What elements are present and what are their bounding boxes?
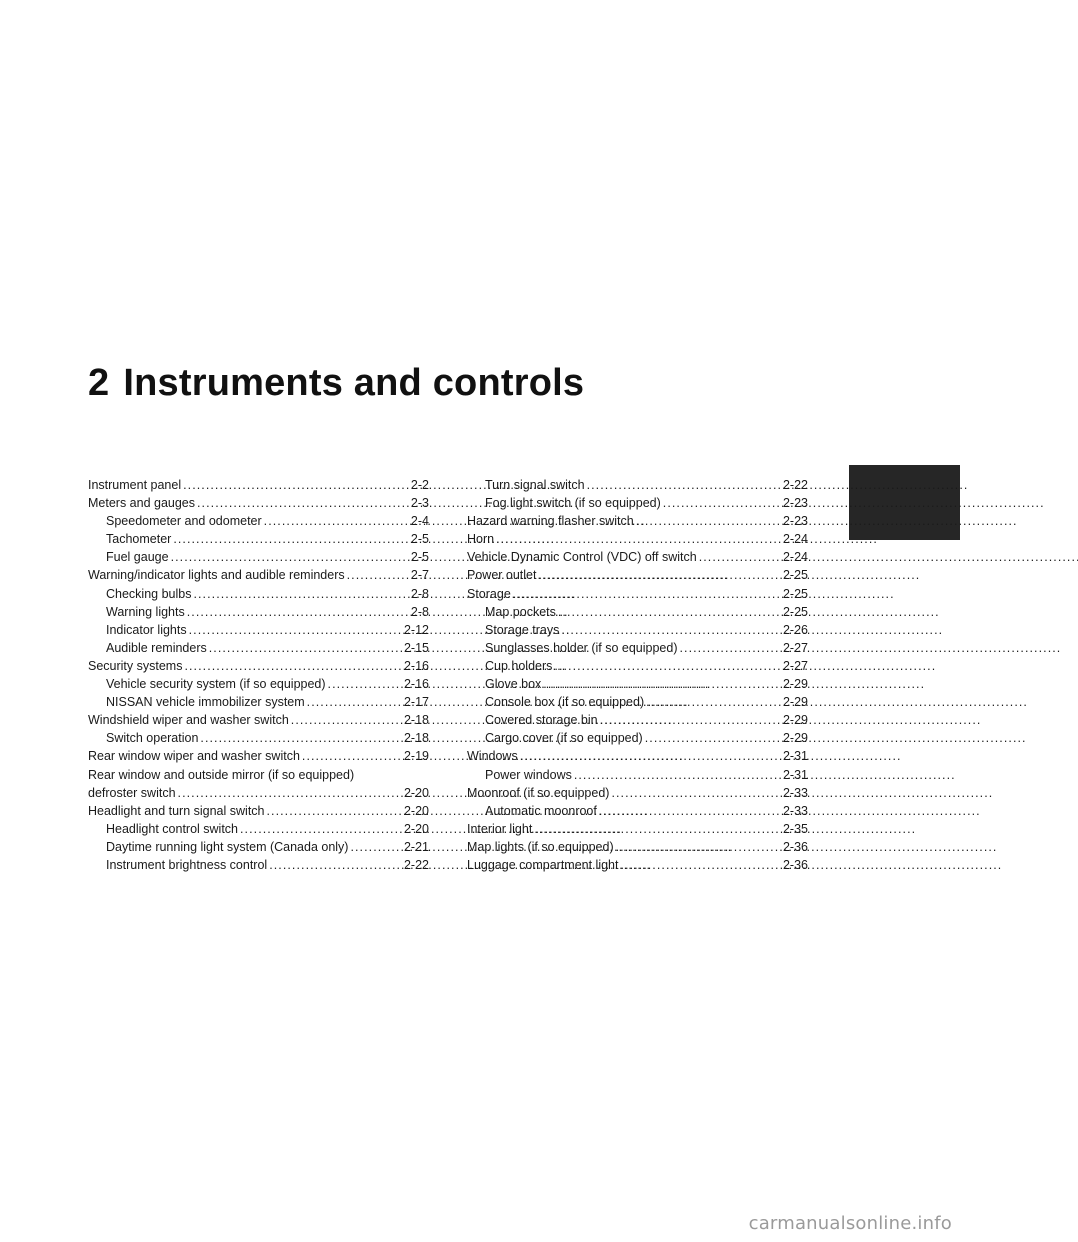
toc-entry-label: Storage trays [485, 622, 560, 637]
toc-entry-page: 2-19 [403, 749, 429, 764]
toc-entry-page: 2-33 [782, 785, 808, 800]
toc-leader-dots [699, 548, 781, 566]
toc-entry[interactable] [467, 747, 808, 765]
toc-entry[interactable] [88, 621, 429, 639]
toc-entry-label: Headlight control switch [106, 821, 239, 836]
toc-leader-dots [574, 766, 781, 784]
toc-entry-label: Automatic moonroof [485, 803, 597, 818]
toc-leader-dots [178, 784, 402, 802]
toc-leader-dots [302, 747, 402, 765]
toc-leader-dots [599, 802, 781, 820]
toc-leader-dots [496, 530, 781, 548]
toc-entry-page: 2-20 [403, 803, 429, 818]
toc-entry-label: Fuel gauge [106, 550, 169, 565]
toc-entry-page: 2-23 [782, 496, 808, 511]
toc-entry-page: 2-3 [410, 496, 429, 511]
toc-leader-dots [209, 639, 402, 657]
toc-entry-page: 2-18 [403, 731, 429, 746]
toc-entry-page: 2-22 [403, 857, 429, 872]
toc-entry-label: Indicator lights [106, 622, 187, 637]
toc-entry[interactable] [467, 639, 808, 657]
toc-entry[interactable] [88, 657, 429, 675]
toc-leader-dots [200, 729, 402, 747]
toc-leader-dots [173, 530, 409, 548]
toc-entry[interactable] [467, 784, 808, 802]
toc-entry-label: Vehicle Dynamic Control (VDC) off switch [467, 550, 697, 565]
toc-entry[interactable] [88, 766, 429, 784]
toc-entry-page: 2-16 [403, 677, 429, 692]
toc-entry-page: 2-2 [410, 478, 429, 492]
toc-entry-page: 2-22 [782, 478, 808, 492]
toc-leader-dots [543, 675, 781, 693]
toc-leader-dots [240, 820, 402, 838]
toc-entry-page: 2-5 [410, 550, 429, 565]
toc-entry-label: Speedometer and odometer [106, 514, 262, 529]
toc-leader-dots [561, 621, 781, 639]
toc-entry-label: Switch operation [106, 731, 199, 746]
toc-entry-page: 2-29 [782, 695, 808, 710]
toc-leader-dots [554, 657, 781, 675]
toc-leader-dots [679, 639, 780, 657]
toc-entry[interactable] [88, 548, 429, 566]
toc-entry-label: Meters and gauges [88, 496, 196, 511]
toc-entry-label: Storage [467, 586, 511, 601]
toc-entry[interactable] [88, 603, 429, 621]
toc-entry-page: 2-36 [782, 857, 808, 872]
toc-leader-dots [620, 856, 780, 874]
chapter-number: 2 [88, 362, 110, 404]
toc-entry[interactable] [88, 530, 429, 548]
toc-entry[interactable] [467, 530, 808, 548]
toc-entry-page: 2-29 [782, 731, 808, 746]
toc-leader-dots [350, 838, 402, 856]
toc-entry-label: Horn [467, 532, 495, 547]
toc-entry[interactable] [88, 675, 429, 693]
toc-entry-label: Interior light [467, 821, 533, 836]
toc-entry-label: Cargo cover (if so equipped) [485, 731, 643, 746]
toc-entry-page: 2-29 [782, 713, 808, 728]
toc-entry-label: Fog light switch (if so equipped) [485, 496, 661, 511]
toc-entry-label: Rear window wiper and washer switch [88, 749, 300, 764]
toc-entry[interactable] [467, 585, 808, 603]
toc-entry-page: 2-24 [782, 532, 808, 547]
toc-entry-label: Warning/indicator lights and audible reminders [88, 568, 345, 583]
toc-entry[interactable] [467, 548, 808, 566]
toc-entry[interactable] [88, 566, 429, 584]
toc-leader-dots [538, 566, 780, 584]
toc-entry[interactable] [88, 585, 429, 603]
toc-entry-label: Checking bulbs [106, 586, 192, 601]
toc-entry-page: 2-20 [403, 785, 429, 800]
toc-entry-page: 2-33 [782, 803, 808, 818]
toc-entry-label: Windows [467, 749, 518, 764]
toc-entry-page: 2-16 [403, 658, 429, 673]
toc-entry[interactable] [467, 566, 808, 584]
toc-entry[interactable] [467, 838, 808, 856]
toc-entry-page: 2-23 [782, 514, 808, 529]
toc-right-column [467, 476, 808, 874]
toc-entry-label: Windshield wiper and washer switch [88, 713, 289, 728]
toc-leader-dots [347, 566, 409, 584]
toc-leader-dots [307, 693, 402, 711]
chapter-title [88, 362, 584, 405]
toc-entry-label: Rear window and outside mirror (if so equipped) [88, 767, 355, 782]
toc-entry-label: Security systems [88, 658, 183, 673]
toc-entry-label: Vehicle security system (if so equipped) [106, 677, 326, 692]
toc-entry-page: 2-12 [403, 622, 429, 637]
toc-leader-dots [328, 675, 402, 693]
toc-entry-label: Power outlet [467, 568, 537, 583]
toc-entry-label: Console box (if so equipped) [485, 695, 645, 710]
toc-entry-page: 2-25 [782, 586, 808, 601]
toc-entry-label: Luggage compartment light [467, 857, 619, 872]
toc-entry-label: Cup holders [485, 658, 553, 673]
toc-entry[interactable] [467, 856, 808, 874]
toc-entry-page: 2-8 [410, 604, 429, 619]
toc-entry[interactable] [88, 512, 429, 530]
toc-leader-dots [269, 856, 402, 874]
toc-leader-dots [291, 711, 402, 729]
toc-entry[interactable] [88, 729, 429, 747]
toc-entry-page: 2-36 [782, 839, 808, 854]
toc-entry-page: 2-4 [410, 514, 429, 529]
toc-entry-page: 2-20 [403, 821, 429, 836]
toc-entry-label: Audible reminders [106, 640, 207, 655]
toc-entry[interactable] [88, 784, 429, 802]
toc-entry[interactable] [88, 802, 429, 820]
toc-leader-dots [611, 784, 781, 802]
watermark: carmanualsonline.info [748, 1213, 952, 1234]
toc-entry-label: Covered storage bin [485, 713, 598, 728]
chapter-title-text: Instruments and controls [123, 362, 585, 404]
toc-leader-dots [616, 838, 781, 856]
toc-entry-page: 2-18 [403, 713, 429, 728]
toc-leader-dots [600, 711, 781, 729]
toc-entry-page: 2-31 [782, 767, 808, 782]
toc-entry-page: 2-25 [782, 604, 808, 619]
toc-entry[interactable] [88, 476, 429, 494]
toc-entry[interactable] [467, 711, 808, 729]
toc-left-column [88, 476, 429, 874]
toc-leader-dots [267, 802, 402, 820]
toc-entry-label: Turn signal switch [485, 478, 585, 492]
toc-leader-dots [663, 494, 781, 512]
toc-entry-page: 2-25 [782, 568, 808, 583]
toc-leader-dots [513, 585, 781, 603]
toc-entry-label: Power windows [485, 767, 572, 782]
toc-entry[interactable] [467, 675, 808, 693]
toc-entry-label: Instrument brightness control [106, 857, 268, 872]
toc-entry-label: Headlight and turn signal switch [88, 803, 265, 818]
toc-leader-dots [197, 494, 409, 512]
toc-leader-dots [558, 603, 781, 621]
toc-entry[interactable] [467, 729, 808, 747]
toc-entry-page: 2-31 [782, 749, 808, 764]
toc-entry-label: defroster switch [88, 785, 176, 800]
toc-entry[interactable] [467, 494, 808, 512]
toc-entry-label: Sunglasses holder (if so equipped) [485, 640, 678, 655]
toc-entry[interactable] [88, 711, 429, 729]
toc-entry-page: 2-7 [410, 568, 429, 583]
toc-entry-page: 2-35 [782, 821, 808, 836]
toc-leader-dots [520, 747, 781, 765]
toc-entry-page: 2-29 [782, 677, 808, 692]
toc-entry[interactable] [88, 856, 429, 874]
toc-entry[interactable] [467, 820, 808, 838]
toc-leader-dots [534, 820, 781, 838]
toc-entry[interactable] [88, 693, 429, 711]
toc-entry-page: 2-15 [403, 640, 429, 655]
toc-entry[interactable] [467, 802, 808, 820]
toc-entry[interactable] [88, 747, 429, 765]
toc-entry-label: Hazard warning flasher switch [467, 514, 634, 529]
toc-leader-dots [193, 585, 408, 603]
toc-entry-label: Map lights (if so equipped) [467, 839, 614, 854]
toc-entry-label: NISSAN vehicle immobilizer system [106, 695, 305, 710]
toc-entry[interactable] [467, 621, 808, 639]
toc-entry-label: Map pockets [485, 604, 556, 619]
toc-entry[interactable] [88, 838, 429, 856]
toc-entry-page: 2-17 [403, 695, 429, 710]
toc-leader-dots [636, 512, 781, 530]
toc-entry-page: 2-5 [410, 532, 429, 547]
toc-entry[interactable] [467, 603, 808, 621]
toc-entry[interactable] [467, 766, 808, 784]
toc-entry-label: Instrument panel [88, 478, 182, 492]
toc-entry[interactable] [467, 657, 808, 675]
toc-leader-dots [171, 548, 409, 566]
toc-entry-label: Tachometer [106, 532, 172, 547]
toc-leader-dots [189, 621, 402, 639]
toc-leader-dots [187, 603, 409, 621]
toc-entry-page: 2-21 [403, 839, 429, 854]
toc-entry[interactable] [467, 693, 808, 711]
toc-leader-dots [587, 476, 781, 494]
toc-leader-dots [183, 476, 409, 494]
toc-entry-page: 2-27 [782, 640, 808, 655]
toc-entry-page: 2-24 [782, 550, 808, 565]
toc-entry[interactable] [88, 494, 429, 512]
toc-entry[interactable] [467, 512, 808, 530]
toc-entry-label: Glove box [485, 677, 542, 692]
toc-entry-page: 2-26 [782, 622, 808, 637]
toc-leader-dots [264, 512, 409, 530]
toc-entry[interactable] [88, 639, 429, 657]
toc-entry-label: Daytime running light system (Canada only) [106, 839, 349, 854]
toc-entry-page: 2-8 [410, 586, 429, 601]
toc-entry-label: Warning lights [106, 604, 185, 619]
toc-entry[interactable] [88, 820, 429, 838]
toc-entry-page: 2-27 [782, 658, 808, 673]
toc-leader-dots [645, 729, 781, 747]
toc-entry[interactable] [467, 476, 808, 494]
toc-entry-label: Moonroof (if so equipped) [467, 785, 610, 800]
toc-leader-dots [646, 693, 781, 711]
toc-leader-dots [184, 657, 402, 675]
